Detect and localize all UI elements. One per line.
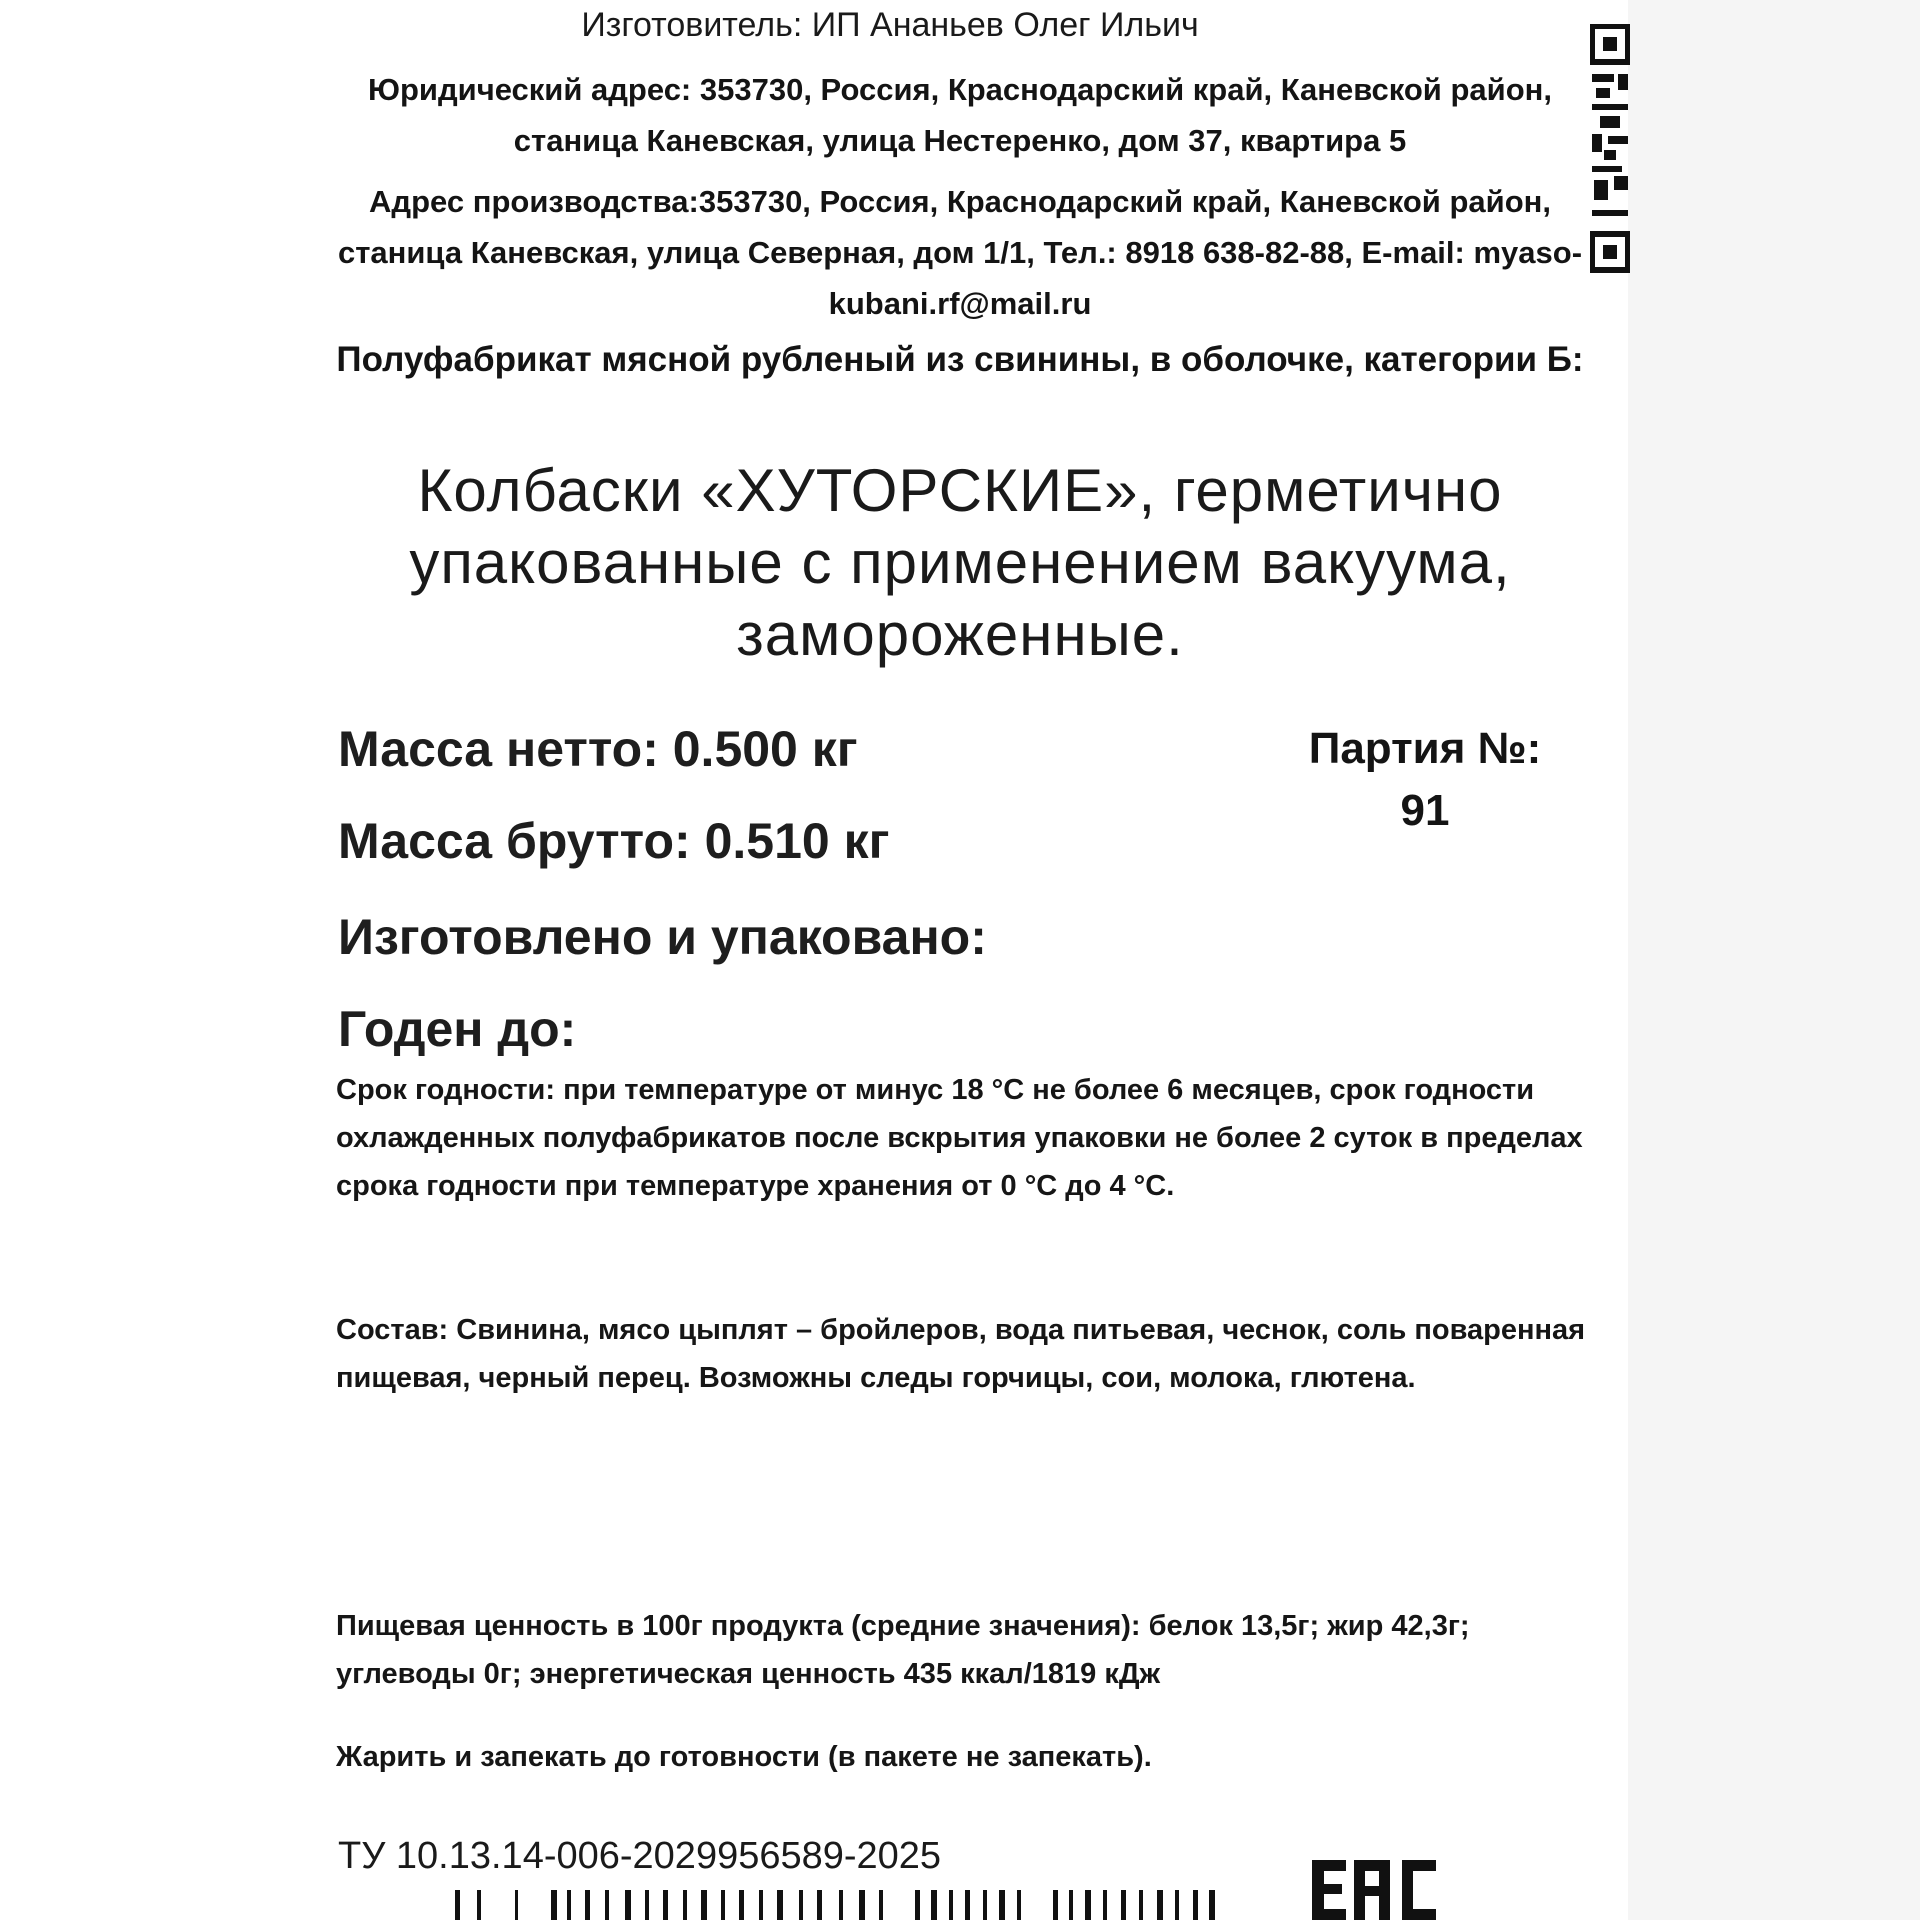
legal-address: Юридический адрес: 353730, Россия, Краснодарский край, Каневской район, станица Каневская, улица Нестеренко, дом 37, квартира 5 — [368, 72, 1552, 158]
eac-mark-icon — [1312, 1852, 1442, 1920]
paper-edge — [1628, 0, 1920, 1920]
batch-number: 91 — [1400, 786, 1450, 835]
batch-label: Партия №: — [1308, 724, 1542, 773]
production-address: Адрес производства:353730, Россия, Краснодарский край, Каневской район, станица Каневская, улица Северная, дом 1/1, Тел.: 8918 638-82-88, E-mail: myaso-kubani.rf@mail.ru — [337, 184, 1583, 321]
product-name — [300, 455, 1620, 671]
best-before-date: Годен до: — [338, 1001, 577, 1057]
nutrition-facts: Пищевая ценность в 100г продукта (средние значения): белок 13,5г; жир 42,3г; углеводы 0г; энергетическая ценность 435 ккал/1819 кДж — [336, 1610, 1470, 1690]
tech-spec-number: ТУ 10.13.14-006-2029956589-2025 — [338, 1835, 942, 1877]
made-packed-date: Изготовлено и упаковано: — [338, 909, 987, 965]
product-name-line: упакованные с применением вакуума, — [409, 529, 1511, 596]
manufacturer: Изготовитель: ИП Ананьев Олег Ильич — [581, 6, 1199, 44]
composition: Состав: Свинина, мясо цыплят – бройлеров, вода питьевая, чеснок, соль поваренная пищевая, черный перец. Возможны следы горчицы, сои, молока, глютена. — [336, 1314, 1586, 1394]
shelf-life: Срок годности: при температуре от минус 18 °С не более 6 месяцев, срок годности охлажденных полуфабрикатов после вскрытия упаковки не более 2 суток в пределах срока годности при температуре хранения от 0 °С до 4 °С. — [336, 1074, 1583, 1202]
cooking-instructions: Жарить и запекать до готовности (в пакете не запекать). — [336, 1741, 1152, 1773]
gross-weight: Масса брутто: 0.510 кг — [338, 813, 890, 869]
barcode-icon — [455, 1890, 1215, 1920]
net-weight: Масса нетто: 0.500 кг — [338, 721, 858, 777]
product-name-line: замороженные. — [736, 601, 1184, 668]
product-name-line: Колбаски «ХУТОРСКИЕ», герметично — [417, 457, 1503, 524]
product-category: Полуфабрикат мясной рубленый из свинины, в оболочке, категории Б: — [336, 340, 1584, 379]
qr-code-icon — [1590, 24, 1630, 294]
